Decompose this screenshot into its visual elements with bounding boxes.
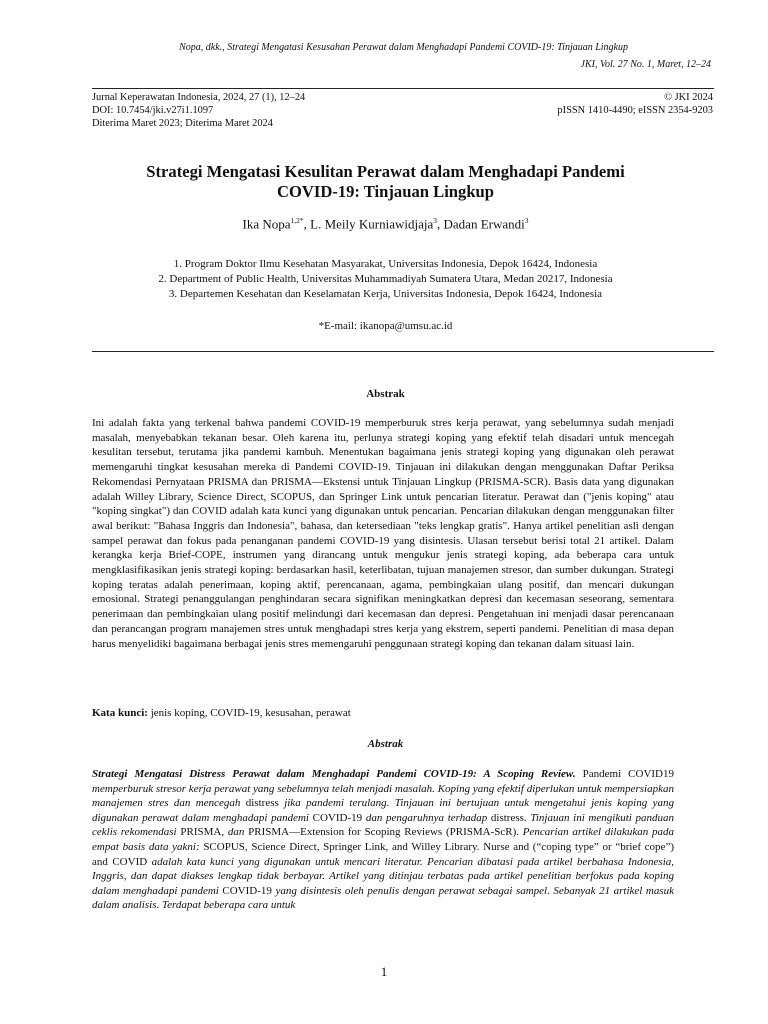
journal-meta-left	[92, 91, 305, 130]
abstract2-text: Pencarian artikel dilakukan pada empat basis data yakni:	[92, 826, 675, 853]
received-dates: Diterima Maret 2023; Diterima Maret 2024	[92, 118, 273, 129]
author-affil-sup: 3	[524, 216, 529, 225]
article-title	[92, 162, 679, 202]
abstract2-title: Strategi Mengatasi Distress Perawat dalam Menghadapi Pandemi COVID-19: A Scoping Review.	[92, 768, 576, 780]
abstract-heading: Abstrak	[366, 388, 405, 400]
abstract2-text: COVID-19	[218, 884, 272, 897]
author-name: , L. Meily Kurniawidjaja	[303, 216, 434, 232]
abstract2-text: .	[156, 899, 160, 912]
abstract2-text: Pandemi	[575, 768, 622, 780]
abstract2-text: Terdapat beberapa cara untuk	[159, 899, 296, 912]
abstract2-text: yang disintesis oleh penulis dengan perawat sebagai sampel	[271, 884, 548, 897]
abstract2-text: memperburuk stresor kerja perawat yang sebelumnya telah menjadi masalah. Koping yang efektif diperlukan untuk mempersiapkan manajemen stres dan mencegah	[92, 782, 674, 810]
abstract2-text: dan	[224, 826, 245, 839]
article-title-line2: COVID-19: Tinjauan Lingkup	[276, 182, 495, 201]
running-header-line2: JKI, Vol. 27 No. 1, Maret, 12–24	[580, 59, 711, 70]
author-name: Ika Nopa	[242, 216, 291, 232]
author-affil-sup: 3	[433, 216, 438, 225]
corresponding-email[interactable]: *E-mail: ikanopa@umsu.ac.id	[318, 320, 453, 332]
top-rule	[92, 88, 714, 89]
abstract2-text: PRISMA—Extension for Scoping Reviews (PRISMA-ScR).	[244, 826, 520, 839]
section-rule	[92, 351, 714, 352]
abstract2-text: SCOPUS, Science Direct, Springer Link, and Willey Library. Nurse and (“coping type” or “brief cope”) and COVID	[92, 840, 674, 868]
abstract2-text: COVID19	[621, 768, 674, 780]
abstract2-text: PRISMA,	[176, 826, 225, 839]
keywords-label: Kata kunci:	[92, 707, 148, 719]
article-title-line1: Strategi Mengatasi Kesulitan Perawat dalam Menghadapi Pandemi	[146, 162, 625, 181]
author-name: , Dadan Erwandi	[437, 216, 525, 232]
abstract2-text: jika pandemi terulang. Tinjauan ini bertujuan untuk mengetahui jenis koping yang digunakan perawat dalam menghadapi pandemi	[92, 797, 674, 824]
abstract2-text: distress	[240, 797, 279, 810]
abstract-body: Ini adalah fakta yang terkenal bahwa pandemi COVID-19 memperburuk stres kerja perawat, yang sebelumnya sudah menjadi masalah, menyebabkan tekanan besar. Oleh karena itu, perlunya strategi koping yang efektif telah disadari untuk mencegah kesulitan tersebut, terutama jika pandemi kambuh. Menentukan bagaimana jenis strategi koping yang digunakan oleh perawat memengaruhi tingkat kesusahan mereka di Pandemi COVID-19. Tinjauan ini dilakukan dengan menggunakan Daftar Periksa Rekomendasi Pernyataan PRISMA dan PRISMA—Ekstensi untuk Tinjauan Lingkup (PRISMA-SCR). Basis data yang digunakan adalah Willey Library, Science Direct, SCOPUS, dan Springer Link untuk pencarian literatur. Perawat dan ("jenis koping" atau "koping singkat") dan COVID adalah kata kunci yang digunakan untuk pencarian. Pencarian dilakukan dengan menggunakan filter awal berikut: "Bahasa Inggris dan Indonesia", bahasa, dan ketersediaan "teks lengkap gratis". Hanya artikel penelitian asli dengan sampel perawat dan fokus pada penanganan pandemi COVID-19 yang disintesis. Ulasan tersebut berisi total 21 artikel. Dalam kerangka kerja Brief-COPE, instrumen yang dirancang untuk mengukur jenis strategi koping, ada beberapa cara untuk mengklasifikasikan jenis strategi koping: berdasarkan hasil, keterlibatan, tujuan manajemen stresor, dan sumber dukungan. Strategi koping teratas adalah penerimaan, koping aktif, perencanaan, agama, pembingkaian ulang positif, dan mencari dukungan emosional. Strategi penanggulangan penghindaran secara signifikan meningkatkan depresi dan kecemasan seseorang, sementara penerimaan dan pembingkaian ulang positif melindungi dari kecemasan dan depresi. Pengetahuan ini menjadi dasar perencanaan dan perancangan program manajemen stres untuk menghadapi stres kerja yang ekstrem, seperti pandemi. Penelitian di masa depan harus menyelidiki bagaimana berbagai jenis stres memengaruhi penggunaan strategi koping dan tekanan dalam situasi lain.	[92, 417, 674, 650]
journal-citation: Jurnal Keperawatan Indonesia, 2024, 27 (1), 12–24	[92, 92, 306, 103]
keywords	[92, 707, 674, 719]
abstract2-text: COVID-19	[308, 811, 363, 824]
journal-meta-right	[557, 91, 713, 117]
author-list	[92, 216, 679, 232]
abstract-body-2	[92, 767, 674, 913]
abstract2-text: Tinjauan ini mengikuti panduan ceklis rekomendasi	[92, 811, 674, 839]
affiliation-3: 3. Departemen Kesehatan dan Keselamatan Kerja, Universitas Indonesia, Depok 16424, Indonesia	[168, 288, 603, 300]
affiliation-2: 2. Department of Public Health, Universitas Muhammadiyah Sumatera Utara, Medan 20217, Indonesia	[158, 273, 613, 285]
doi-link[interactable]: DOI: 10.7454/jki.v27i1.1097	[92, 105, 214, 116]
affiliations	[92, 257, 679, 302]
running-header-line1: Nopa, dkk., Strategi Mengatasi Kesusahan Perawat dalam Menghadapi Pandemi COVID-19: Tinjauan Lingkup	[179, 42, 628, 53]
abstract-heading-2: Abstrak	[367, 738, 404, 750]
keywords-value: jenis koping, COVID-19, kesusahan, perawat	[147, 707, 351, 719]
abstract2-text: dan pengaruhnya terhadap	[362, 811, 488, 824]
abstract2-text: adalah kata kunci yang digunakan untuk mencari literatur. Pencarian dibatasi pada artikel berbahasa Indonesia, Inggris, dan dapat diakses lengkap tidak berbayar. Artikel yang ditinjau terbatas pada artikel penelitian berfokus pada koping dalam menghadapi pandemi	[92, 855, 674, 897]
abstract2-text: Sebanyak 21 artikel masuk dalam analisis	[92, 884, 675, 912]
author-affil-sup: 1,2*	[290, 216, 304, 225]
affiliation-1: 1. Program Doktor Ilmu Kesehatan Masyarakat, Universitas Indonesia, Depok 16424, Indonesia	[173, 258, 598, 270]
page-number: 1	[380, 964, 388, 979]
issn: pISSN 1410-4490; eISSN 2354-9203	[557, 105, 713, 116]
copyright: © JKI 2024	[664, 92, 713, 103]
abstract2-text: .	[547, 884, 550, 897]
abstract2-text: distress.	[487, 811, 527, 824]
